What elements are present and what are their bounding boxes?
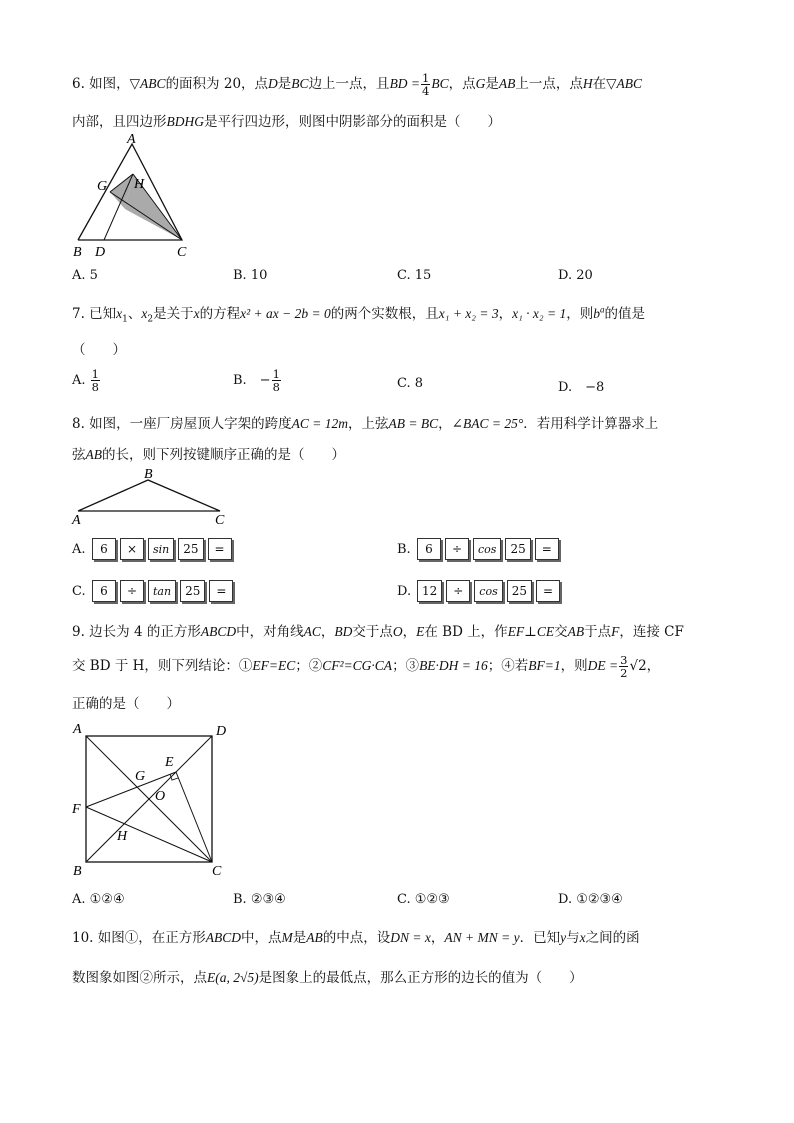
key-tan: tan xyxy=(148,580,176,602)
q6-line1: 6. 如图，▽ABC的面积为 20，点D是BC边上一点，且BD = $\frac{1}{4}$ BC，点G是AB上一点，点H在▽ABC xyxy=(72,71,643,98)
key-12: 12 xyxy=(417,580,442,602)
q6-label-c: C xyxy=(177,245,187,260)
q9-label-c: C xyxy=(212,864,222,879)
key-6: 6 xyxy=(417,538,441,560)
q7-option-a[interactable]: A. $\frac{1}{8}$ xyxy=(72,367,99,394)
q6-triangle-figure xyxy=(70,132,200,262)
q8-label-a: A xyxy=(72,513,81,528)
q9-label-d: D xyxy=(216,724,227,739)
q9-line2: 交 BD 于 H，则下列结论：①EF=EC；②CF²=CG·CA；③BE·DH = 16；④若BF=1，则DE = $\frac{3}{2}$ √2， xyxy=(72,653,661,680)
q6-line2: 内部，且四边形BDHG是平行四边形，则图中阴影部分的面积是（ ） xyxy=(72,114,501,130)
q8-option-a-label: A. xyxy=(72,542,86,557)
q6-option-c[interactable]: C. 15 xyxy=(397,268,432,283)
key-cos: cos xyxy=(474,580,502,602)
q9-line1: 9. 边长为 4 的正方形ABCD中，对角线AC，BD交于点O，E在 BD 上，作EF⊥CE交AB于点F，连接 CF xyxy=(72,624,684,640)
q6-option-a[interactable]: A. 5 xyxy=(72,268,98,283)
q9-label-e: E xyxy=(165,755,174,770)
q6-label-h: H xyxy=(134,177,145,192)
q8-label-c: C xyxy=(215,513,225,528)
q6-label-d: D xyxy=(95,245,106,260)
key-multiply: × xyxy=(120,538,144,560)
q9-label-b: B xyxy=(73,864,82,879)
key-equals: = xyxy=(536,580,560,602)
q8-option-d-keys[interactable] xyxy=(417,580,560,602)
q8-option-b-keys[interactable] xyxy=(417,538,559,560)
fraction-three-halves: $\frac{3}{2}$ xyxy=(620,653,628,680)
q9-label-a: A xyxy=(73,722,82,737)
key-sin: sin xyxy=(148,538,174,560)
key-cos: cos xyxy=(473,538,501,560)
q8-truss-triangle xyxy=(78,480,220,511)
q6-label-b: B xyxy=(73,245,82,260)
key-equals: = xyxy=(208,538,232,560)
q9-label-f: F xyxy=(72,802,81,817)
q6-label-a: A xyxy=(127,132,136,147)
q9-label-o: O xyxy=(155,789,166,804)
q9-option-d[interactable]: D. ①②③④ xyxy=(558,892,623,907)
key-divide: ÷ xyxy=(120,580,144,602)
key-equals: = xyxy=(209,580,233,602)
q6-option-d[interactable]: D. 20 xyxy=(558,268,593,283)
key-25: 25 xyxy=(178,538,203,560)
q9-label-g: G xyxy=(135,769,146,784)
q9-option-c[interactable]: C. ①②③ xyxy=(397,892,450,907)
q7-option-c[interactable]: C. 8 xyxy=(397,376,424,391)
q8-line2: 弦AB的长，则下列按键顺序正确的是（ ） xyxy=(72,447,345,463)
q8-option-b-label: B. xyxy=(397,542,411,557)
key-divide: ÷ xyxy=(446,580,470,602)
q7-option-a-fraction: $\frac{1}{8}$ xyxy=(91,367,99,394)
q8-option-c-label: C. xyxy=(72,584,86,599)
q8-option-c-keys[interactable] xyxy=(92,580,233,602)
q8-option-d-label: D. xyxy=(397,584,412,599)
q7-option-d[interactable]: D. −8 xyxy=(558,380,605,395)
q8-line1: 8. 如图，一座厂房屋顶人字架的跨度AC = 12m，上弦AB = BC，∠BAC = 25°．若用科学计算器求上 xyxy=(72,416,659,432)
key-6: 6 xyxy=(92,580,116,602)
fraction-one-quarter: $\frac{1}{4}$ xyxy=(422,71,430,98)
q6-label-g: G xyxy=(97,179,108,194)
q10-line1: 10. 如图①，在正方形ABCD中，点M是AB的中点，设DN = x，AN + MN = y．已知y与x之间的函 xyxy=(72,930,640,946)
key-25: 25 xyxy=(180,580,205,602)
q10-line2: 数图象如图②所示，点E(a, 2√5)是图象上的最低点，那么正方形的边长的值为（ ） xyxy=(72,970,583,986)
key-divide: ÷ xyxy=(445,538,469,560)
q8-label-b: B xyxy=(144,467,153,482)
q9-label-h: H xyxy=(117,829,128,844)
q8-roof-truss-figure xyxy=(70,466,235,528)
key-6: 6 xyxy=(92,538,116,560)
q7-option-b[interactable]: B. − $\frac{1}{8}$ xyxy=(233,367,280,394)
q6-option-b[interactable]: B. 10 xyxy=(233,268,268,283)
q8-option-a-keys[interactable] xyxy=(92,538,232,560)
key-25: 25 xyxy=(507,580,532,602)
key-equals: = xyxy=(535,538,559,560)
q9-option-b[interactable]: B. ②③④ xyxy=(233,892,286,907)
key-25: 25 xyxy=(505,538,530,560)
q7-line1: 7. 已知$x_1$、$x_2$是关于x的方程x² + ax − 2b = 0的两个实数根，且x₁ + x₂ = 3，x₁ · x₂ = 1，则$b^a$的值是 xyxy=(72,304,645,325)
q9-line3: 正确的是（ ） xyxy=(72,696,180,712)
q7-answer-paren: （ ） xyxy=(72,342,126,358)
q9-option-a[interactable]: A. ①②④ xyxy=(72,892,125,907)
q9-square-figure xyxy=(66,716,246,880)
q7-option-b-fraction: $\frac{1}{8}$ xyxy=(272,367,280,394)
